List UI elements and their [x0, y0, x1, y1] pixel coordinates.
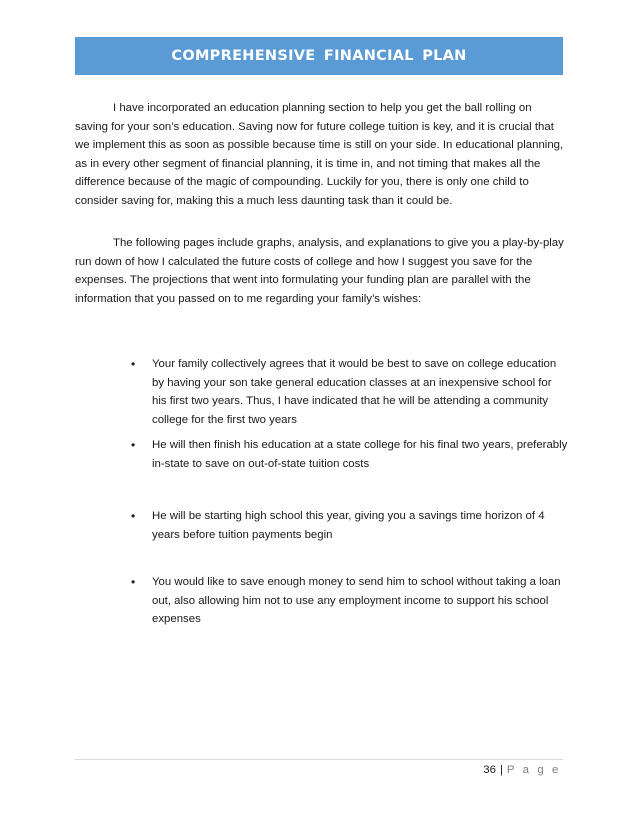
list-item: [128, 507, 568, 544]
bullet-icon: •: [131, 509, 136, 523]
list-item-text: He will be starting high school this year, giving you a savings time horizon of 4 years before tuition payments begin: [152, 510, 545, 541]
footer-separator: |: [499, 764, 503, 776]
intro-paragraph: I have incorporated an education planning section to help you get the ball rolling on saving for your son’s education. Saving now for future college tuition is key, and it is crucial that we implement this as soon as possible because time is still on your side. In educational planning, as in every other segment of financial planning, it is time in, and not timing that makes all the difference because of the magic of compounding. Luckily for you, there is only one child to consider saving for, making this a much less daunting task than it could be.: [75, 102, 564, 207]
section-header-bar: [75, 37, 563, 75]
footer-divider: [75, 759, 563, 760]
bullet-icon: •: [131, 575, 136, 589]
list-item-text: You would like to save enough money to send him to school without taking a loan out, also allowing him not to use any employment income to support his school expenses: [152, 576, 561, 625]
list-item-text: He will then finish his education at a state college for his final two years, preferably in-state to save on out-of-state tuition costs: [152, 439, 568, 470]
list-item-text: Your family collectively agrees that it would be best to save on college education by having your son take general education classes at an inexpensive school for his first two years. Thus, I have indicated that he will be attending a community college for the first two years: [152, 358, 557, 426]
page-footer: [483, 762, 561, 778]
section-title: COMPREHENSIVE FINANCIAL PLAN: [171, 48, 467, 64]
bullet-icon: •: [131, 357, 136, 371]
page-number: 36: [483, 764, 496, 776]
page-label: P a g e: [506, 764, 561, 776]
list-item: [128, 436, 568, 473]
list-item: [128, 573, 568, 629]
projections-paragraph: The following pages include graphs, analysis, and explanations to give you a play-by-play run down of how I calculated the future costs of college and how I suggest you save for the expenses. The projections that went into formulating your funding plan are parallel with the information that you passed on to me regarding your family’s wishes:: [75, 237, 564, 305]
bullet-icon: •: [131, 438, 136, 452]
list-item: [128, 355, 568, 429]
